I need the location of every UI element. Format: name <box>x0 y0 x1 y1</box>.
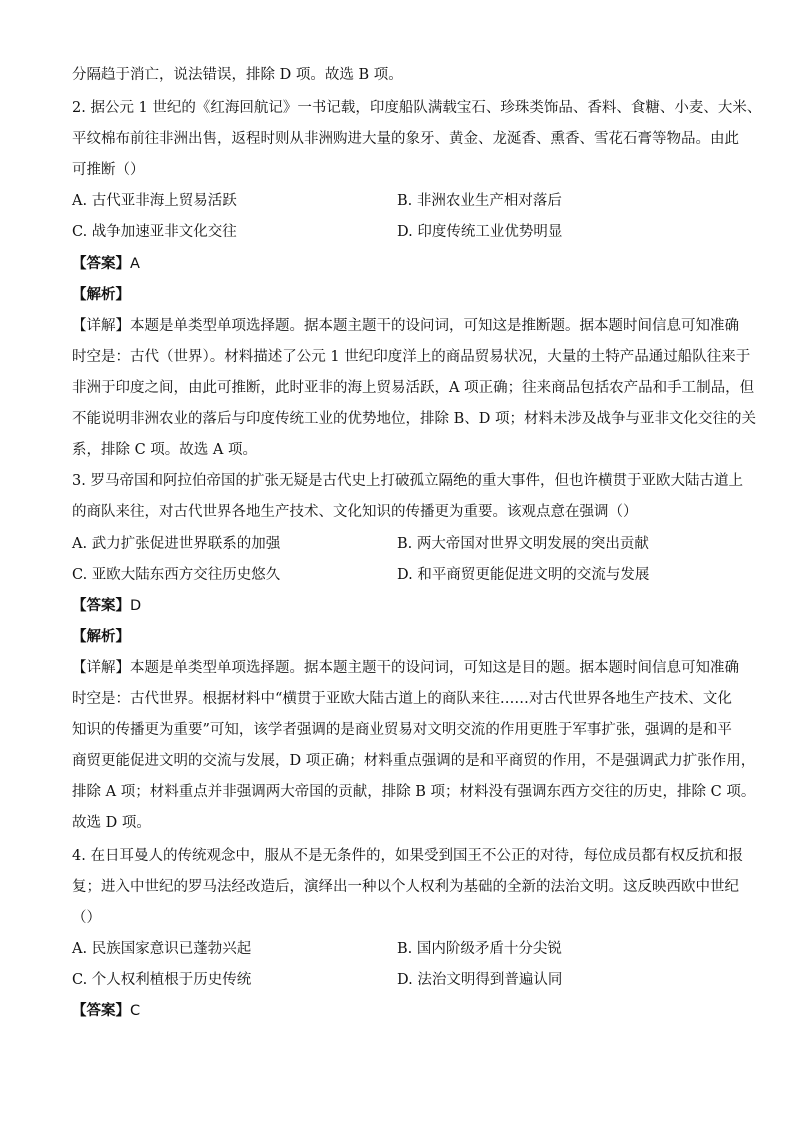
q3-stem-line-1: 3. 罗马帝国和阿拉伯帝国的扩张无疑是古代史上打破孤立隔绝的重大事件，但也许横贯于亚欧大陆古道上 <box>72 473 743 489</box>
q2-detail-line-3: 非洲于印度之间，由此可推断，此时亚非的海上贸易活跃，A 项正确；往来商品包括农产品和手工制品，但 <box>72 380 755 396</box>
q2-option-d: D. 印度传统工业优势明显 <box>397 224 563 240</box>
analysis-tag: 【解析】 <box>72 629 130 645</box>
q4-option-c: C. 个人权利植根于历史传统 <box>72 972 252 988</box>
q3-detail-line-5: 排除 A 项；材料重点并非强调两大帝国的贡献，排除 B 项；材料没有强调东西方交往的历史，排除 C 项。 <box>72 784 756 800</box>
q3-detail-line-6: 故选 D 项。 <box>72 815 151 831</box>
q3-option-b: B. 两大帝国对世界文明发展的突出贡献 <box>397 536 649 552</box>
q2-stem-line-2: 平纹棉布前往非洲出售，返程时则从非洲购进大量的象牙、黄金、龙涎香、熏香、雪花石膏等物品。由此 <box>72 131 739 147</box>
q4-stem-line-1: 4. 在日耳曼人的传统观念中，服从不是无条件的，如果受到国王不公正的对待，每位成员都有权反抗和报 <box>72 848 743 864</box>
q3-option-a: A. 武力扩张促进世界联系的加强 <box>72 536 281 552</box>
q2-option-c: C. 战争加速亚非文化交往 <box>72 224 237 240</box>
q4-stem-line-3: （） <box>72 910 101 926</box>
q3-option-d: D. 和平商贸更能促进文明的交流与发展 <box>397 567 650 583</box>
q2-detail-line-4: 不能说明非洲农业的落后与印度传统工业的优势地位，排除 B、D 项；材料未涉及战争与亚非文化交往的关 <box>72 411 756 427</box>
q4-stem-line-2: 复；进入中世纪的罗马法经改造后，演绎出一种以个人权利为基础的全新的法治文明。这反映西欧中世纪 <box>72 879 739 895</box>
q3-detail-line-2: 时空是：古代世界。根据材料中“横贯于亚欧大陆古道上的商队来往……对古代世界各地生产技术、文化 <box>72 691 732 707</box>
q4-option-a: A. 民族国家意识已蓬勃兴起 <box>72 941 252 957</box>
q3-stem-line-2: 的商队来往，对古代世界各地生产技术、文化知识的传播更为重要。该观点意在强调（） <box>72 504 638 520</box>
q3-option-c: C. 亚欧大陆东西方交往历史悠久 <box>72 567 281 583</box>
q3-detail-line-4: 商贸更能促进文明的交流与发展，D 项正确；材料重点强调的是和平商贸的作用，不是强调武力扩张作用， <box>72 753 756 769</box>
q3-analysis-heading <box>72 626 130 648</box>
answer-tag: 【答案】 <box>72 256 130 272</box>
q2-option-b: B. 非洲农业生产相对落后 <box>397 193 562 209</box>
q2-analysis-heading <box>72 284 130 306</box>
q4-answer <box>72 1000 140 1022</box>
q1-analysis-tail: 分隔趋于消亡，说法错误，排除 D 项。故选 B 项。 <box>72 67 403 83</box>
q2-answer <box>72 253 140 275</box>
q2-detail-line-2: 时空是：古代（世界）。材料描述了公元 1 世纪印度洋上的商品贸易状况，大量的土特产品通过船队往来于 <box>72 349 751 365</box>
q2-option-a: A. 古代亚非海上贸易活跃 <box>72 193 237 209</box>
q2-stem-line-1: 2. 据公元 1 世纪的《红海回航记》一书记载，印度船队满载宝石、珍珠类饰品、香料、食糖、小麦、大米、 <box>72 100 762 116</box>
answer-value: C <box>130 1003 141 1019</box>
analysis-tag: 【解析】 <box>72 287 130 303</box>
q3-answer <box>72 595 141 617</box>
q2-detail-line-5: 系，排除 C 项。故选 A 项。 <box>72 442 258 458</box>
q3-detail-line-3: 知识的传播更为重要”可知，该学者强调的是商业贸易对文明交流的作用更胜于军事扩张，强调的是和平 <box>72 722 732 738</box>
q2-stem-line-3: 可推断（） <box>72 162 145 178</box>
q2-detail-line-1: 【详解】本题是单类型单项选择题。据本题主题干的设问词，可知这是推断题。据本题时间信息可知准确 <box>72 318 739 334</box>
q3-detail-line-1: 【详解】本题是单类型单项选择题。据本题主题干的设问词，可知这是目的题。据本题时间信息可知准确 <box>72 660 739 676</box>
answer-value: D <box>130 598 142 614</box>
q4-option-d: D. 法治文明得到普遍认同 <box>397 972 563 988</box>
answer-value: A <box>130 256 140 272</box>
q4-option-b: B. 国内阶级矛盾十分尖锐 <box>397 941 562 957</box>
answer-tag: 【答案】 <box>72 598 130 614</box>
answer-tag: 【答案】 <box>72 1003 130 1019</box>
